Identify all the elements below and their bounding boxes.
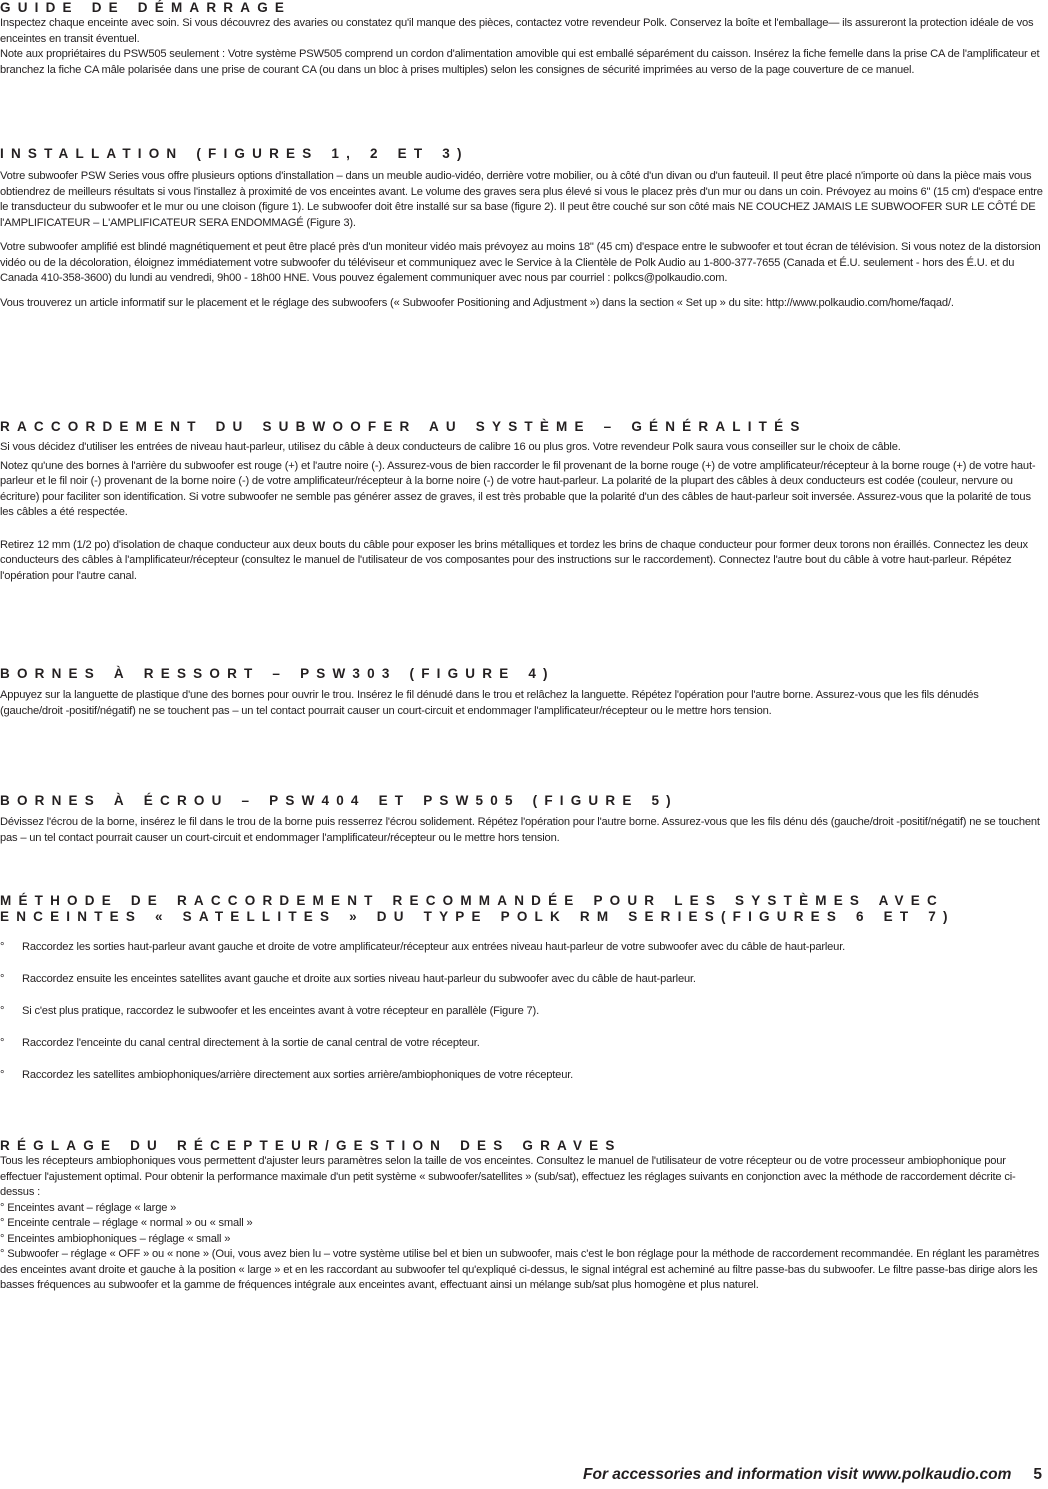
section-installation	[0, 146, 1044, 311]
list-item	[0, 1004, 1044, 1020]
section-guide-demarrage	[0, 0, 1044, 78]
paragraph: Votre subwoofer PSW Series vous offre plusieurs options d'installation – dans un meuble audio-vidéo, derrière votre mobilier, ou à côté d'un divan ou d'un fauteuil. Il peut être placé n'importe où dans la pièce mais vous obtiendrez de meilleurs résultats si vous l'installez à proximité de vos enceintes avant. Le volume des graves sera plus élevé si vous le placez près d'un mur ou dans un coin. Prévoyez au moins 6" (15 cm) d'espace entre le transducteur du subwoofer et le mur ou une cloison (figure 1). Le subwoofer doit être installé sur sa base (figure 2). Il peut être couché sur son côté mais NE COUCHEZ JAMAIS LE SUBWOOFER SUR LE CÔTÉ DE l'AMPLIFICATEUR – L'AMPLIFICATEUR SERA ENDOMMAGÉ (Figure 3).	[0, 170, 1043, 229]
section-heading: INSTALLATION (FIGURES 1, 2 ET 3)	[0, 146, 469, 161]
page-footer	[583, 1466, 1042, 1484]
settings-line: ° Enceintes avant – réglage « large »	[0, 1201, 177, 1214]
list-item-text: Raccordez les sorties haut-parleur avant gauche et droite de votre amplificateur/récepteur aux entrées niveau haut-parleur de votre subwoofer avec du câble de haut-parleur.	[22, 941, 846, 953]
degree-bullet: °	[0, 1037, 5, 1049]
footer-text: For accessories and information visit www.polkaudio.com	[583, 1466, 1012, 1483]
paragraph: Si vous décidez d'utiliser les entrées de niveau haut-parleur, utilisez du câble à deux conducteurs de calibre 16 ou plus gros. Votre revendeur Polk saura vous conseiller sur le choix de câble.	[0, 441, 901, 453]
section-raccordement	[0, 419, 1044, 584]
degree-bullet: °	[0, 1069, 5, 1081]
section-heading: RACCORDEMENT DU SUBWOOFER AU SYSTÈME – GÉNÉRALITÉS	[0, 419, 807, 434]
list-item-text: Raccordez ensuite les enceintes satellites avant gauche et droite aux sorties niveau haut-parleur du subwoofer avec du câble de haut-parleur.	[22, 973, 696, 985]
section-bornes-ressort	[0, 666, 1044, 719]
paragraph: Note aux propriétaires du PSW505 seulement : Votre système PSW505 comprend un cordon d'alimentation amovible qui est emballé séparément du caisson. Insérez la fiche femelle dans la prise CA de l'amplificateur et branchez la fiche CA mâle polarisée dans une prise de courant CA (ou dans un bloc à prises multiples) selon les consignes de sécurité imprimées au verso de la page couverture de ce manuel.	[0, 48, 1040, 76]
list-item-text: Si c'est plus pratique, raccordez le subwoofer et les enceintes avant à votre récepteur en parallèle (Figure 7).	[22, 1005, 540, 1017]
list-item-text: Raccordez les satellites ambiophoniques/arrière directement aux sorties arrière/ambiophoniques de votre récepteur.	[22, 1069, 574, 1081]
paragraph: Inspectez chaque enceinte avec soin. Si vous découvrez des avaries ou constatez qu'il manque des pièces, contactez votre revendeur Polk. Conservez la boîte et l'emballage— ils assureront la protection idéale de vos enceintes en transit éventuel.	[0, 17, 1034, 45]
section-reglage-recepteur	[0, 1138, 1044, 1294]
list-item-text: Raccordez l'enceinte du canal central directement à la sortie de canal central de votre récepteur.	[22, 1037, 480, 1049]
section-heading: BORNES À ÉCROU – PSW404 ET PSW505 (FIGURE 5)	[0, 793, 678, 808]
paragraph: Retirez 12 mm (1/2 po) d'isolation de chaque conducteur aux deux bouts du câble pour exposer les brins métalliques et tordez les brins de chaque conducteur pour former deux torons non éraillés. Connectez les deux conducteurs des câbles à l'amplificateur/récepteur (consultez le manuel de l'utilisateur de vos composantes pour des instructions sur le raccordement). Connectez l'autre bout du câble à votre haut-parleur. Répétez l'opération pour l'autre canal.	[0, 538, 1028, 582]
section-bornes-ecrou	[0, 793, 1044, 846]
bullet-list	[0, 940, 1044, 1084]
settings-line: ° Enceintes ambiophoniques – réglage « small »	[0, 1232, 231, 1245]
section-heading: GUIDE DE DÉMARRAGE	[0, 0, 292, 15]
paragraph: Tous les récepteurs ambiophoniques vous permettent d'ajuster leurs paramètres selon la taille de vos enceintes. Consultez le manuel de l'utilisateur de votre récepteur ou de votre processeur ambiophonique pour effectuer l'ajustement optimal. Pour obtenir la performance maximale d'un petit système « subwoofer/satellites » (sub/sat), effectuez les réglages suivants en conjonction avec la méthode de raccordement décrite ci-dessus :	[0, 1155, 1016, 1198]
paragraph: Vous trouverez un article informatif sur le placement et le réglage des subwoofers (« Subwoofer Positioning and Adjustment ») dans la section « Set up » du site: http://www.polkaudio.com/home/faqad/.	[0, 296, 954, 309]
section-heading: MÉTHODE DE RACCORDEMENT RECOMMANDÉE POUR LES SYSTÈMES AVEC ENCEINTES « SATELLITES » DU TYPE POLK RM SERIES(FIGURES 6 ET 7)	[0, 893, 957, 924]
settings-line: ° Subwoofer – réglage « OFF » ou « none » (Oui, vous avez bien lu – votre système utilise bel et bien un subwoofer, mais c'est le bon réglage pour la méthode de raccordement recommandée. En réglant les paramètres des enceintes avant droite et gauche à la position « large » et en les raccordant au subwoofer tel qu'expliqué ci-dessus, le signal intégral est acheminé au filtre passe-bas du subwoofer. Le filtre passe-bas dirige alors les basses fréquences au subwoofer et la gamme de fréquences intégrale aux enceintes avant, effectuant ainsi un mélange sub/sat plus homogène et plus naturel.	[0, 1248, 1040, 1291]
section-methode-raccordement	[0, 893, 1044, 1100]
list-item	[0, 1036, 1044, 1052]
section-heading: BORNES À RESSORT – PSW303 (FIGURE 4)	[0, 666, 555, 681]
paragraph: Dévissez l'écrou de la borne, insérez le fil dans le trou de la borne puis resserrez l'écrou solidement. Répétez l'opération pour l'autre borne. Assurez-vous que les fils dénu dés (gauche/droit -positif/négatif) ne se touchent pas – un tel contact pourrait causer un court-circuit et endommager l'amplificateur/récepteur ou le mettre hors tension.	[0, 816, 1040, 844]
list-item	[0, 1068, 1044, 1084]
section-heading: RÉGLAGE DU RÉCEPTEUR/GESTION DES GRAVES	[0, 1138, 622, 1153]
paragraph: Votre subwoofer amplifié est blindé magnétiquement et peut être placé près d'un moniteur vidéo mais prévoyez au moins 18" (45 cm) d'espace entre le subwoofer et tout écran de télévision. Si vous notez de la distorsion vidéo ou de la décoloration, éloignez immédiatement votre subwoofer du téléviseur et communiquez avec le Service à la Clientèle de Polk Audio au 1-800-377-7655 (Canada et É.U. seulement - hors des É.U. et du Canada 410-358-3600) du lundi au vendredi, 9h00 - 18h00 HNE. Vous pouvez également communiquer avec nous par courriel : polkcs@polkaudio.com.	[0, 241, 1041, 284]
list-item	[0, 940, 1044, 956]
degree-bullet: °	[0, 973, 5, 985]
paragraph: Notez qu'une des bornes à l'arrière du subwoofer est rouge (+) et l'autre noire (-). Assurez-vous de bien raccorder le fil provenant de la borne rouge (+) de votre amplificateur/récepteur à la borne rouge (+) de votre haut-parleur et le fil noir (-) provenant de la borne noire (-) de votre amplificateur/récepteur à la borne noire (-) de votre haut-parleur. La polarité de la plupart des câbles à deux conducteurs est codée (couleur, nervure ou écriture) pour faciliter son identification. Si votre subwoofer ne semble pas générer assez de graves, il est très probable que la polarité d'un des câbles de haut-parleur soit inversée. Assurez-vous que la polarité de tous les câbles a été respectée.	[0, 459, 1036, 518]
page-number: 5	[1033, 1466, 1042, 1483]
settings-line: ° Enceinte centrale – réglage « normal » ou « small »	[0, 1217, 253, 1229]
degree-bullet: °	[0, 1005, 5, 1017]
list-item	[0, 972, 1044, 988]
paragraph: Appuyez sur la languette de plastique d'une des bornes pour ouvrir le trou. Insérez le fil dénudé dans le trou et relâchez la languette. Répétez l'opération pour l'autre borne. Assurez-vous que les fils dénudés (gauche/droit -positif/négatif) ne se touchent pas – un tel contact pourrait causer un court-circuit et endommager l'amplificateur/récepteur ou le mettre hors tension.	[0, 689, 979, 717]
degree-bullet: °	[0, 941, 5, 953]
